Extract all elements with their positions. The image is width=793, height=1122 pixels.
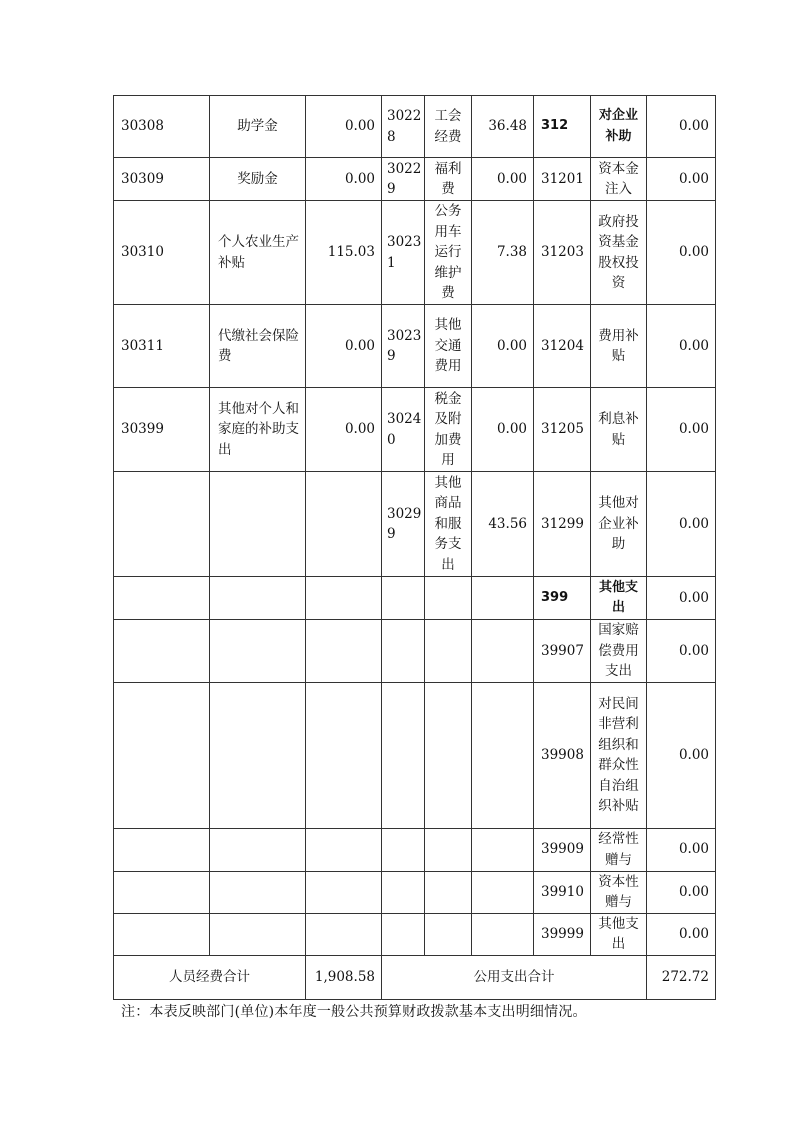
- personnel-item: 其他对个人和家庭的补助支出: [210, 388, 306, 472]
- table-row: [114, 388, 716, 472]
- goods-item: 公务用车运行维护费: [425, 201, 472, 305]
- goods-amount: [472, 828, 534, 871]
- other-code: 39909: [534, 828, 591, 871]
- other-item: 政府投资基金股权投资: [591, 201, 647, 305]
- other-amount: 0.00: [647, 682, 716, 828]
- personnel-item: 奖励金: [210, 158, 306, 201]
- other-item: 其他支出: [591, 577, 647, 620]
- goods-amount: 0.00: [472, 388, 534, 472]
- public-total-label: 公用支出合计: [382, 955, 647, 999]
- goods-item: 其他交通费用: [425, 305, 472, 388]
- table-footnote: 注：本表反映部门(单位)本年度一般公共预算财政拨款基本支出明细情况。: [121, 1004, 587, 1020]
- personnel-amount: 0.00: [306, 388, 382, 472]
- goods-amount: 43.56: [472, 472, 534, 577]
- other-code: 39907: [534, 620, 591, 683]
- personnel-item: [210, 828, 306, 871]
- goods-code: [382, 871, 425, 913]
- personnel-code: [114, 682, 210, 828]
- public-total-value: 272.72: [647, 955, 716, 999]
- table-row: [114, 620, 716, 683]
- table-row: [114, 472, 716, 577]
- goods-item: [425, 871, 472, 913]
- personnel-item: [210, 871, 306, 913]
- goods-amount: 7.38: [472, 201, 534, 305]
- goods-amount: [472, 577, 534, 620]
- table-row: [114, 305, 716, 388]
- other-amount: 0.00: [647, 871, 716, 913]
- personnel-total-value: 1,908.58: [306, 955, 382, 999]
- personnel-amount: 0.00: [306, 96, 382, 158]
- other-amount: 0.00: [647, 305, 716, 388]
- other-item: 其他支出: [591, 913, 647, 955]
- goods-code: [382, 828, 425, 871]
- other-amount: 0.00: [647, 620, 716, 683]
- other-code: 39908: [534, 682, 591, 828]
- personnel-amount: [306, 682, 382, 828]
- table-row: [114, 96, 716, 158]
- other-amount: 0.00: [647, 577, 716, 620]
- table-row: [114, 682, 716, 828]
- goods-amount: 0.00: [472, 158, 534, 201]
- other-code: 31201: [534, 158, 591, 201]
- goods-item: 福利费: [425, 158, 472, 201]
- goods-code: [382, 577, 425, 620]
- goods-code: [382, 913, 425, 955]
- goods-code: 30299: [382, 472, 425, 577]
- personnel-code: 30308: [114, 96, 210, 158]
- other-item: 对企业补助: [591, 96, 647, 158]
- goods-amount: [472, 682, 534, 828]
- other-amount: 0.00: [647, 201, 716, 305]
- personnel-item: [210, 472, 306, 577]
- other-item: 经常性赠与: [591, 828, 647, 871]
- personnel-item: [210, 913, 306, 955]
- personnel-code: [114, 871, 210, 913]
- personnel-code: 30310: [114, 201, 210, 305]
- goods-item: [425, 620, 472, 683]
- personnel-amount: [306, 472, 382, 577]
- other-item: 其他对企业补助: [591, 472, 647, 577]
- other-amount: 0.00: [647, 828, 716, 871]
- personnel-code: 30311: [114, 305, 210, 388]
- personnel-item: [210, 577, 306, 620]
- table-row: [114, 158, 716, 201]
- personnel-amount: [306, 913, 382, 955]
- goods-code: 30231: [382, 201, 425, 305]
- goods-item: [425, 913, 472, 955]
- goods-item: 其他商品和服务支出: [425, 472, 472, 577]
- other-item: 利息补贴: [591, 388, 647, 472]
- personnel-code: 30399: [114, 388, 210, 472]
- goods-item: 税金及附加费用: [425, 388, 472, 472]
- goods-amount: [472, 620, 534, 683]
- totals-row: [114, 955, 716, 999]
- other-amount: 0.00: [647, 388, 716, 472]
- other-item: 资本性赠与: [591, 871, 647, 913]
- personnel-amount: 115.03: [306, 201, 382, 305]
- goods-item: 工会经费: [425, 96, 472, 158]
- personnel-item: 个人农业生产补贴: [210, 201, 306, 305]
- goods-code: 30228: [382, 96, 425, 158]
- other-item: 国家赔偿费用支出: [591, 620, 647, 683]
- goods-item: [425, 577, 472, 620]
- other-code: 31205: [534, 388, 591, 472]
- personnel-code: 30309: [114, 158, 210, 201]
- other-code: 39999: [534, 913, 591, 955]
- goods-code: 30229: [382, 158, 425, 201]
- goods-amount: [472, 871, 534, 913]
- personnel-amount: [306, 871, 382, 913]
- other-code: 31299: [534, 472, 591, 577]
- basic-expenditure-table: [113, 95, 716, 1000]
- goods-amount: 0.00: [472, 305, 534, 388]
- table-row: [114, 871, 716, 913]
- personnel-code: [114, 913, 210, 955]
- other-amount: 0.00: [647, 158, 716, 201]
- goods-item: [425, 682, 472, 828]
- personnel-amount: [306, 577, 382, 620]
- goods-code: 30239: [382, 305, 425, 388]
- other-item: 对民间非营利组织和群众性自治组织补贴: [591, 682, 647, 828]
- personnel-item: [210, 682, 306, 828]
- personnel-amount: [306, 828, 382, 871]
- other-code: 31203: [534, 201, 591, 305]
- goods-amount: [472, 913, 534, 955]
- table-row: [114, 913, 716, 955]
- other-amount: 0.00: [647, 472, 716, 577]
- table-row: [114, 828, 716, 871]
- other-item: 资本金注入: [591, 158, 647, 201]
- goods-code: [382, 682, 425, 828]
- personnel-amount: 0.00: [306, 305, 382, 388]
- other-amount: 0.00: [647, 96, 716, 158]
- other-code: 31204: [534, 305, 591, 388]
- other-code: 312: [534, 96, 591, 158]
- personnel-code: [114, 472, 210, 577]
- personnel-total-label: 人员经费合计: [114, 955, 306, 999]
- personnel-item: 助学金: [210, 96, 306, 158]
- table-row: [114, 577, 716, 620]
- personnel-amount: [306, 620, 382, 683]
- other-code: 399: [534, 577, 591, 620]
- goods-amount: 36.48: [472, 96, 534, 158]
- personnel-amount: 0.00: [306, 158, 382, 201]
- other-amount: 0.00: [647, 913, 716, 955]
- personnel-item: [210, 620, 306, 683]
- table-row: [114, 201, 716, 305]
- goods-item: [425, 828, 472, 871]
- other-item: 费用补贴: [591, 305, 647, 388]
- personnel-code: [114, 620, 210, 683]
- goods-code: [382, 620, 425, 683]
- goods-code: 30240: [382, 388, 425, 472]
- personnel-code: [114, 828, 210, 871]
- personnel-code: [114, 577, 210, 620]
- other-code: 39910: [534, 871, 591, 913]
- personnel-item: 代缴社会保险费: [210, 305, 306, 388]
